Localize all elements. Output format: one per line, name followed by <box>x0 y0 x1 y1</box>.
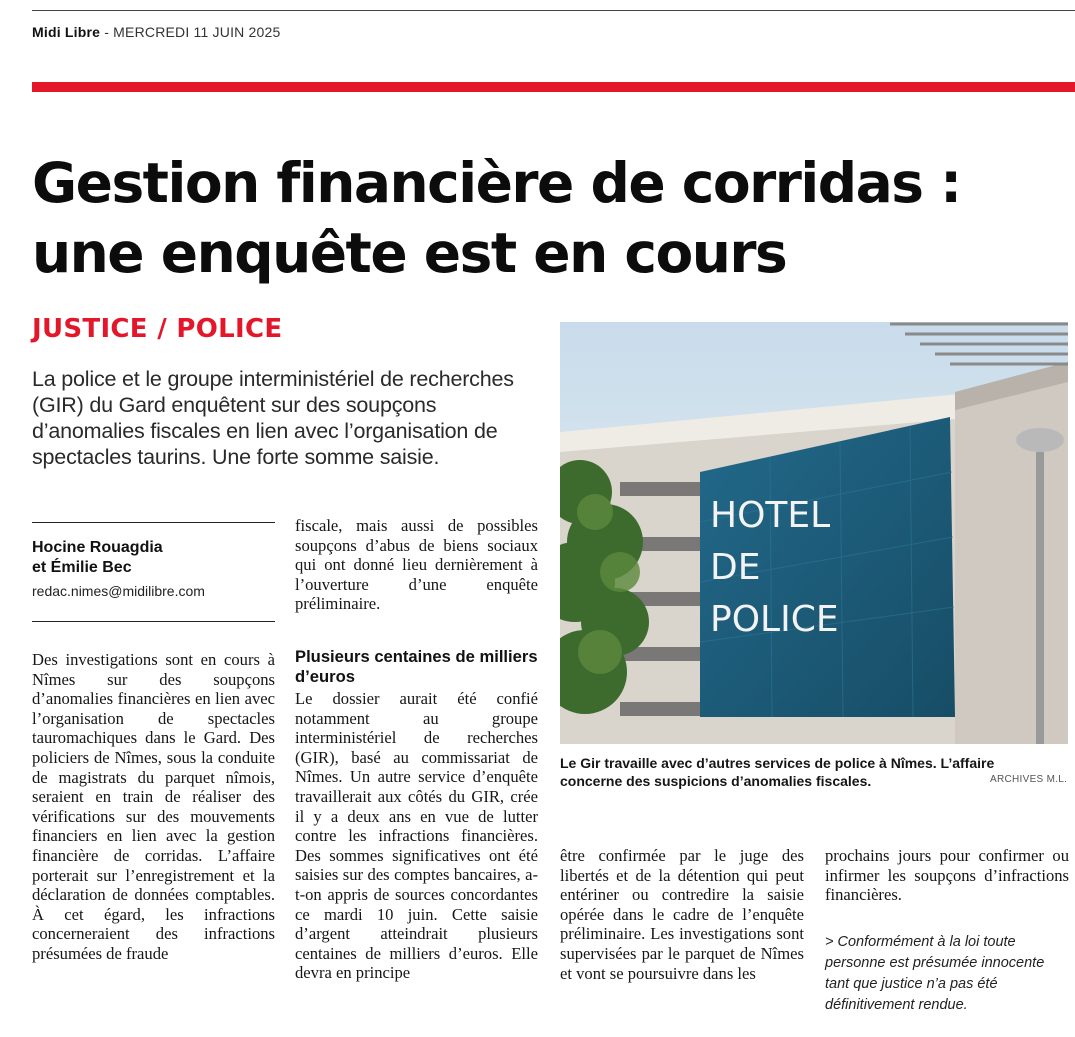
standfirst: La police et le groupe interministériel de recherches (GIR) du Gard enquêtent sur des soupçons d’anomalies fiscales en lien avec l’organisation de spectacles taurins. Une forte somme saisie. <box>32 367 514 469</box>
body-column-4 <box>825 846 1069 905</box>
legal-note: > Conformément à la loi toute personne est présumée innocente tant que justice n’a pas été définitivement rendue. <box>825 934 1045 1013</box>
sign-text-police: POLICE <box>710 599 839 640</box>
photo-caption: Le Gir travaille avec d’autres services de police à Nîmes. L’affaire concerne des suspicions d’anomalies fiscales. <box>560 755 995 789</box>
body-column-3 <box>560 846 804 983</box>
byline-bottom-rule <box>32 621 275 622</box>
body-text: Le dossier aurait été confié notamment au groupe interministériel de recherches (GIR), basé au commissariat de Nîmes. Un autre service d’enquête travaillerait aux côtés du GIR, crée il y a deux ans en vue de lutter contre les infractions financières. Des sommes significatives ont été saisies sur des comptes bancaires, a-t-on appris de sources concordantes ce mardi 10 juin. Cette saisie d’argent atteindrait plusieurs centaines de milliers d’euros. Elle devra en principe <box>295 689 538 983</box>
publication-date: MERCREDI 11 JUIN 2025 <box>113 24 281 40</box>
body-column-2-bottom <box>295 689 538 983</box>
intertitle: Plusieurs centaines de milliers d’euros <box>295 647 538 686</box>
body-text: fiscale, mais aussi de possibles soupçons d’abus de biens sociaux qui ont donné lieu dernièrement à l’ouverture d’une enquête préliminaire. <box>295 516 538 614</box>
author-line-1: Hocine Rouagdia <box>32 539 163 556</box>
author-line-2: et Émilie Bec <box>32 559 132 576</box>
publication-name: Midi Libre <box>32 24 101 40</box>
section-rubric: JUSTICE / POLICE <box>32 314 283 344</box>
headline-line-2: une enquête est en cours <box>32 221 787 285</box>
page-header <box>32 24 281 40</box>
sign-text-hotel: HOTEL <box>710 495 831 536</box>
police-station-photo <box>560 322 1068 744</box>
header-separator: - <box>100 24 114 40</box>
red-banner-bar <box>32 82 1075 92</box>
sign-text-de: DE <box>710 547 761 588</box>
photo-credit: ARCHIVES M.L. <box>990 774 1068 785</box>
body-text: Des investigations sont en cours à Nîmes sur des soupçons d’anomalies financières en lien avec l’organisation de spectacles tauromachiques dans le Gard. Des policiers de Nîmes, sous la conduite de magistrats du parquet nîmois, seraient en train de réaliser des vérifications sur des mouvements financiers en lien avec la gestion financière de corridas. L’affaire porterait sur l’enregistrement et la déclaration de données comptables. À cet égard, les infractions concerneraient des infractions présumées de fraude <box>32 650 275 963</box>
body-text: être confirmée par le juge des libertés et de la détention qui peut entériner ou contredire la saisie opérée dans le cadre de l’enquête préliminaire. Les investigations sont supervisées par le parquet de Nîmes et vont se poursuivre dans les <box>560 846 804 983</box>
headline-line-1: Gestion financière de corridas : <box>32 151 961 215</box>
body-text: prochains jours pour confirmer ou infirmer les soupçons d’infractions financières. <box>825 846 1069 905</box>
top-rule <box>32 10 614 11</box>
headline <box>32 148 1032 288</box>
photo-illustration <box>560 322 1068 744</box>
author-email: redac.nimes@midilibre.com <box>32 583 205 599</box>
top-rule-right <box>614 10 1075 11</box>
body-column-2-top <box>295 516 538 614</box>
byline-top-rule <box>32 522 275 523</box>
byline <box>32 538 275 601</box>
body-column-1 <box>32 650 275 964</box>
